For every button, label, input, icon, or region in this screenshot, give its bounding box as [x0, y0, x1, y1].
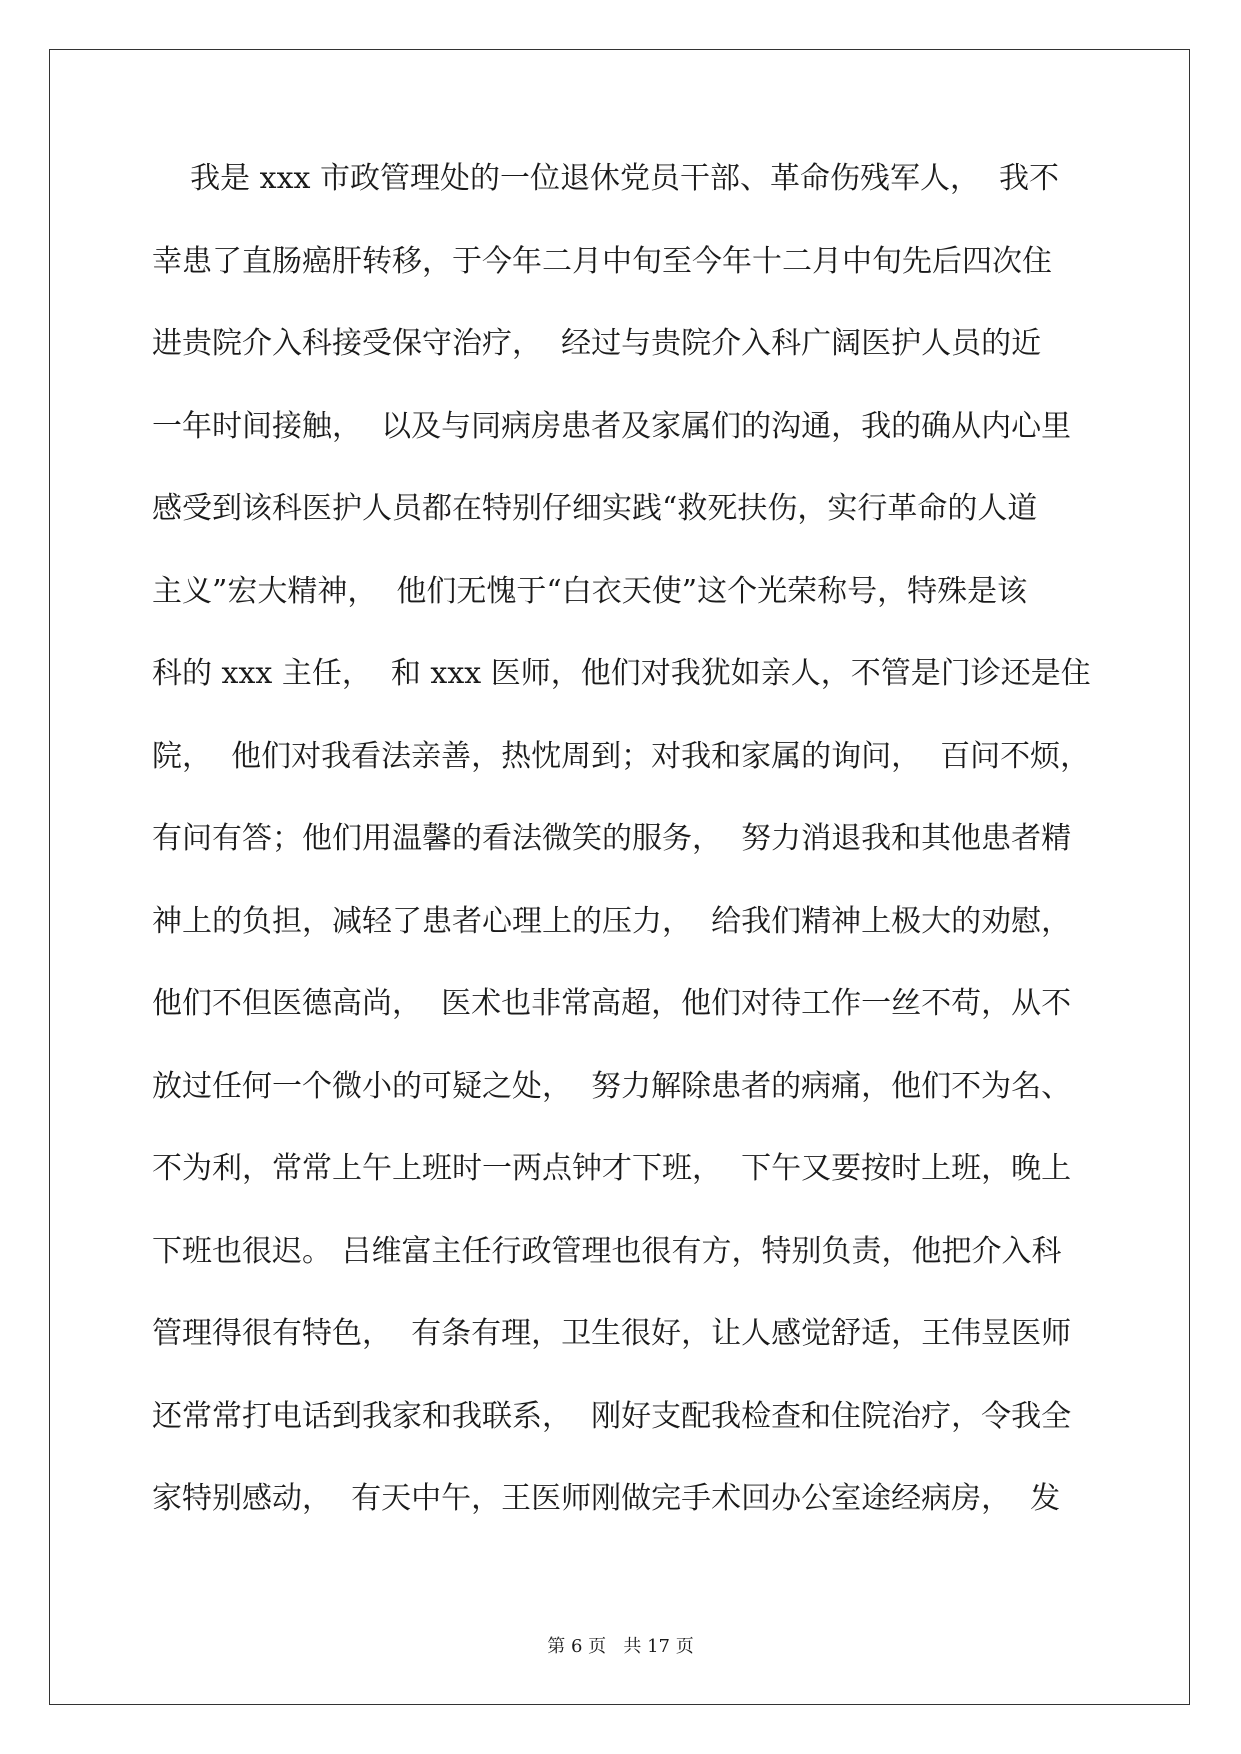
- text-line: 管理得很有特色， 有条有理，卫生很好，让人感觉舒适，王伟昱医师: [152, 1316, 1072, 1351]
- text-line: 不为利，常常上午上班时一两点钟才下班， 下午又要按时上班，晚上: [152, 1151, 1072, 1186]
- text-line: 有问有答；他们用温馨的看法微笑的服务， 努力消退我和其他患者精: [152, 821, 1072, 856]
- text-line: 一年时间接触， 以及与同病房患者及家属们的沟通，我的确从内心里: [152, 408, 1072, 444]
- text-line: 神上的负担，减轻了患者心理上的压力， 给我们精神上极大的劝慰，: [152, 903, 1072, 939]
- body-text: [152, 161, 1091, 1567]
- text-line: 下班也很迟。 吕维富主任行政管理也很有方，特别负责，他把介入科: [152, 1233, 1062, 1269]
- text-line: 放过任何一个微小的可疑之处， 努力解除患者的病痛，他们不为名、: [152, 1068, 1072, 1104]
- text-line: 院， 他们对我看法亲善，热忱周到；对我和家属的询问， 百问不烦，: [152, 738, 1091, 774]
- text-line: 我是 xxx 市政管理处的一位退休党员干部、革命伤残军人， 我不: [152, 161, 1060, 196]
- text-line: 进贵院介入科接受保守治疗， 经过与贵院介入科广阔医护人员的近: [152, 326, 1042, 361]
- text-line: 科的 xxx 主任， 和 xxx 医师，他们对我犹如亲人，不管是门诊还是住: [152, 656, 1091, 691]
- text-line: 他们不但医德高尚， 医术也非常高超，他们对待工作一丝不苟，从不: [152, 986, 1072, 1021]
- text-line: 主义”宏大精神， 他们无愧于“白衣天使”这个光荣称号，特殊是该: [152, 573, 1028, 609]
- page-footer: [0, 1632, 1241, 1658]
- text-line: 家特别感动， 有天中午，王医师刚做完手术回办公室途经病房， 发: [152, 1481, 1061, 1516]
- text-line: 还常常打电话到我家和我联系， 刚好支配我检查和住院治疗，令我全: [152, 1398, 1072, 1434]
- text-line: 幸患了直肠癌肝转移，于今年二月中旬至今年十二月中旬先后四次住: [152, 243, 1052, 279]
- text-line: 感受到该科医护人员都在特别仔细实践“救死扶伤，实行革命的人道: [152, 491, 1038, 526]
- page-number-label: 第 6 页 共 17 页: [547, 1636, 694, 1657]
